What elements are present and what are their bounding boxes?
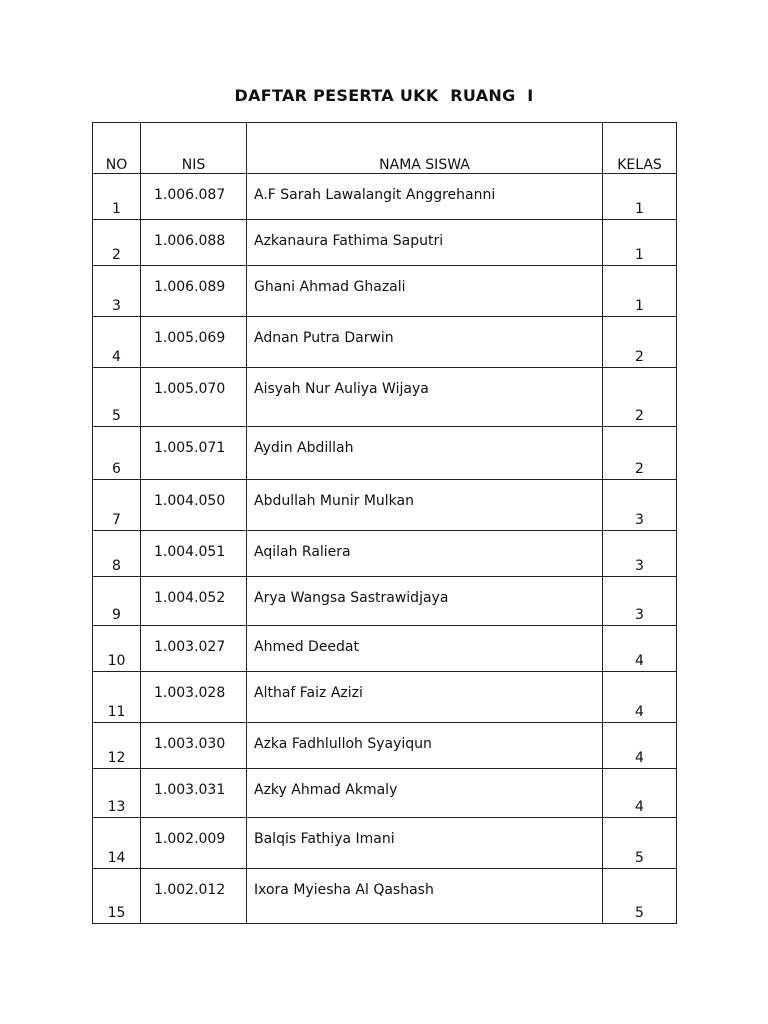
- header-nama-siswa: NAMA SISWA: [247, 123, 603, 174]
- row-nama-siswa: Balqis Fathiya Imani: [247, 818, 603, 869]
- row-nama-siswa: Ghani Ahmad Ghazali: [247, 266, 603, 317]
- participant-table: [92, 122, 677, 924]
- row-kelas: 2: [603, 317, 677, 368]
- row-no: 14: [93, 818, 141, 869]
- row-kelas: 5: [603, 869, 677, 924]
- row-no: 15: [93, 869, 141, 924]
- row-no: 12: [93, 723, 141, 769]
- row-nama-siswa: Ixora Myiesha Al Qashash: [247, 869, 603, 924]
- table-body: [93, 174, 677, 924]
- row-kelas: 4: [603, 626, 677, 672]
- row-nama-siswa: Althaf Faiz Azizi: [247, 672, 603, 723]
- row-nis: 1.006.089: [141, 266, 247, 317]
- row-no: 3: [93, 266, 141, 317]
- header-kelas: KELAS: [603, 123, 677, 174]
- table-row: [93, 427, 677, 480]
- row-nama-siswa: Ahmed Deedat: [247, 626, 603, 672]
- row-nis: 1.003.028: [141, 672, 247, 723]
- row-nama-siswa: Azkanaura Fathima Saputri: [247, 220, 603, 266]
- row-nis: 1.005.071: [141, 427, 247, 480]
- header-nis: NIS: [141, 123, 247, 174]
- row-no: 11: [93, 672, 141, 723]
- table-row: [93, 531, 677, 577]
- table-row: [93, 368, 677, 427]
- row-nama-siswa: A.F Sarah Lawalangit Anggrehanni: [247, 174, 603, 220]
- row-nis: 1.005.069: [141, 317, 247, 368]
- table-row: [93, 317, 677, 368]
- row-kelas: 4: [603, 723, 677, 769]
- row-nis: 1.003.027: [141, 626, 247, 672]
- row-nis: 1.002.009: [141, 818, 247, 869]
- row-kelas: 1: [603, 220, 677, 266]
- table-row: [93, 818, 677, 869]
- table-row: [93, 480, 677, 531]
- row-kelas: 5: [603, 818, 677, 869]
- row-nis: 1.004.050: [141, 480, 247, 531]
- row-kelas: 2: [603, 427, 677, 480]
- row-no: 9: [93, 577, 141, 626]
- row-no: 7: [93, 480, 141, 531]
- row-nama-siswa: Azky Ahmad Akmaly: [247, 769, 603, 818]
- table-row: [93, 769, 677, 818]
- table-row: [93, 266, 677, 317]
- row-nama-siswa: Aqilah Raliera: [247, 531, 603, 577]
- row-nis: 1.002.012: [141, 869, 247, 924]
- row-nis: 1.005.070: [141, 368, 247, 427]
- header-no: NO: [93, 123, 141, 174]
- row-nama-siswa: Aisyah Nur Auliya Wijaya: [247, 368, 603, 427]
- row-nis: 1.006.088: [141, 220, 247, 266]
- row-kelas: 4: [603, 769, 677, 818]
- row-nama-siswa: Adnan Putra Darwin: [247, 317, 603, 368]
- row-no: 6: [93, 427, 141, 480]
- row-no: 4: [93, 317, 141, 368]
- table-row: [93, 723, 677, 769]
- row-nama-siswa: Aydin Abdillah: [247, 427, 603, 480]
- row-kelas: 4: [603, 672, 677, 723]
- table-row: [93, 869, 677, 924]
- row-no: 5: [93, 368, 141, 427]
- row-nis: 1.006.087: [141, 174, 247, 220]
- table-row: [93, 220, 677, 266]
- row-nis: 1.003.031: [141, 769, 247, 818]
- page-title: DAFTAR PESERTA UKK RUANG I: [234, 86, 534, 105]
- row-nis: 1.004.052: [141, 577, 247, 626]
- row-kelas: 2: [603, 368, 677, 427]
- row-kelas: 3: [603, 577, 677, 626]
- table-header-row: [93, 123, 677, 174]
- row-kelas: 1: [603, 266, 677, 317]
- row-nama-siswa: Arya Wangsa Sastrawidjaya: [247, 577, 603, 626]
- row-no: 10: [93, 626, 141, 672]
- row-no: 1: [93, 174, 141, 220]
- row-kelas: 1: [603, 174, 677, 220]
- table-row: [93, 672, 677, 723]
- row-nis: 1.004.051: [141, 531, 247, 577]
- row-kelas: 3: [603, 531, 677, 577]
- row-nama-siswa: Azka Fadhlulloh Syayiqun: [247, 723, 603, 769]
- row-nama-siswa: Abdullah Munir Mulkan: [247, 480, 603, 531]
- table-row: [93, 577, 677, 626]
- row-no: 2: [93, 220, 141, 266]
- row-no: 8: [93, 531, 141, 577]
- table-row: [93, 174, 677, 220]
- row-nis: 1.003.030: [141, 723, 247, 769]
- table-row: [93, 626, 677, 672]
- row-kelas: 3: [603, 480, 677, 531]
- row-no: 13: [93, 769, 141, 818]
